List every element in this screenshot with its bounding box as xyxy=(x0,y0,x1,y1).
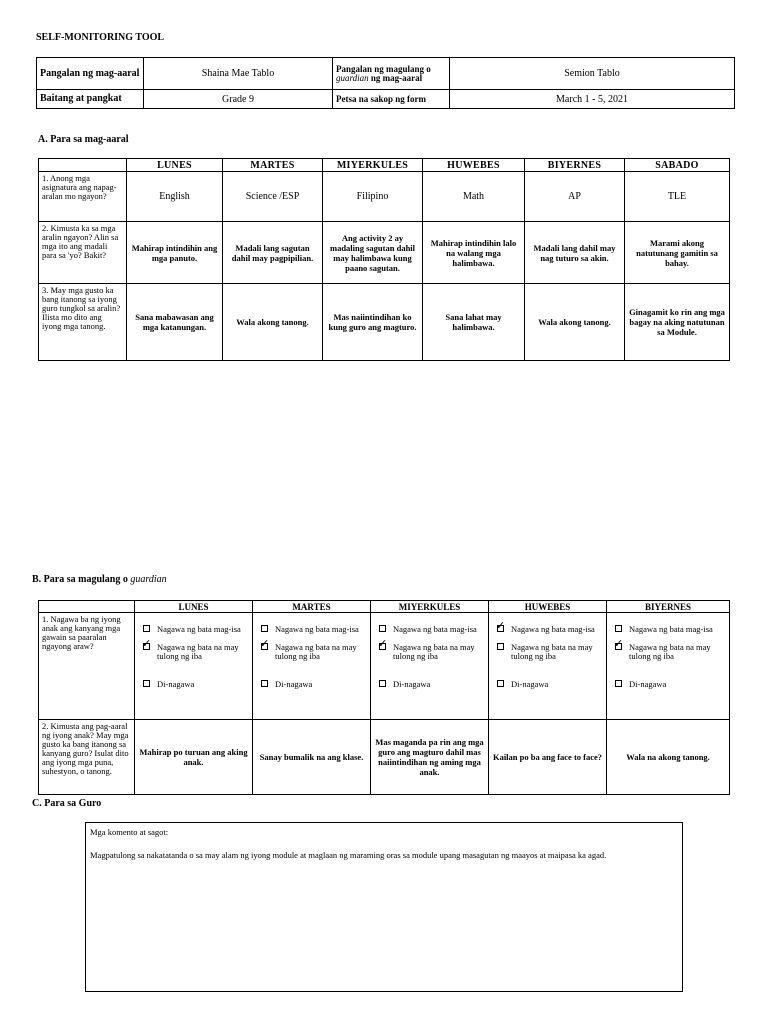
date-value: March 1 - 5, 2021 xyxy=(450,90,735,109)
answer-cell: Mas naiintindihan ko kung guro ang magturo. xyxy=(323,284,423,361)
checkbox-icon[interactable] xyxy=(143,625,157,634)
checkbox-icon[interactable] xyxy=(497,643,511,652)
checkbox-label: Nagawa ng bata mag-isa xyxy=(629,624,713,634)
checkbox-icon[interactable] xyxy=(260,638,275,652)
day-header: MIYERKULES xyxy=(371,601,489,613)
checkbox-label: Nagawa ng bata mag-isa xyxy=(393,624,477,634)
checkbox-option[interactable] xyxy=(496,620,604,634)
checkbox-icon[interactable] xyxy=(379,680,393,689)
checkbox-label: Nagawa ng bata mag-isa xyxy=(157,624,241,634)
document-title: SELF-MONITORING TOOL xyxy=(36,32,165,43)
checkbox-option[interactable] xyxy=(142,638,250,661)
checkbox-label: Di-nagawa xyxy=(511,679,549,689)
day-header: HUWEBES xyxy=(423,159,525,172)
check-mark-icon: ✓ xyxy=(496,620,506,632)
question-2: 2. Kimusta ka sa mga aralin ngayon? Alin sa mga ito ang madali para sa 'yo? Bakit? xyxy=(39,222,127,284)
checkbox-icon[interactable] xyxy=(261,680,275,689)
answer-cell: English xyxy=(127,172,223,222)
student-table xyxy=(38,158,730,361)
parent-answer-cell: Sanay bumalik na ang klase. xyxy=(253,720,371,795)
teacher-comment-box xyxy=(85,822,683,992)
checkbox-option[interactable] xyxy=(379,625,486,634)
checkbox-icon[interactable] xyxy=(261,625,275,634)
answer-cell: Ginagamit ko rin ang mga bagay na aking natutunan sa Module. xyxy=(625,284,730,361)
checkbox-icon[interactable] xyxy=(378,638,393,652)
parent-answer-cell: Mahirap po turuan ang aking anak. xyxy=(135,720,253,795)
check-mark-icon: ✓ xyxy=(614,638,624,650)
answer-cell: Sana lahat may halimbawa. xyxy=(423,284,525,361)
checkbox-label: Nagawa ng bata na may tulong ng iba xyxy=(393,642,475,661)
day-header: SABADO xyxy=(625,159,730,172)
parent-question-2: 2. Kimusta ang pag-aaral ng iyong anak? May mga gusto ka bang itanong sa kanyang guro? Isulat dito ang iyong mga puna, suhestyon, o tanong. xyxy=(39,720,135,795)
answer-cell: TLE xyxy=(625,172,730,222)
grade-value: Grade 9 xyxy=(144,90,333,109)
checkbox-option[interactable] xyxy=(497,680,604,689)
checkbox-option[interactable] xyxy=(615,625,727,634)
checkbox-option[interactable] xyxy=(615,680,727,689)
parent-answer-cell: Wala na akong tanong. xyxy=(607,720,730,795)
checkbox-group xyxy=(371,613,489,720)
answer-cell: AP xyxy=(525,172,625,222)
checkbox-option[interactable] xyxy=(379,680,486,689)
checkbox-label: Nagawa ng bata na may tulong ng iba xyxy=(629,642,711,661)
check-mark-icon: ✓ xyxy=(378,638,388,650)
parent-table xyxy=(38,600,730,795)
checkbox-label: Di-nagawa xyxy=(275,679,313,689)
answer-cell: Wala akong tanong. xyxy=(223,284,323,361)
parent-answer-cell: Mas maganda pa rin ang mga guro ang magturo dahil mas naiintindihan ng aming mga anak. xyxy=(371,720,489,795)
day-header: HUWEBES xyxy=(489,601,607,613)
section-c-heading: C. Para sa Guro xyxy=(32,798,102,809)
checkbox-icon[interactable] xyxy=(142,638,157,652)
comment-text: Magpatulong sa nakatatanda o sa may alam ng iyong module at maglaan ng maraming oras sa module upang masagutan ng maayos at maipasa ka agad. xyxy=(90,850,607,860)
checkbox-label: Nagawa ng bata na may tulong ng iba xyxy=(275,642,357,661)
day-header: MARTES xyxy=(223,159,323,172)
checkbox-option[interactable] xyxy=(143,625,250,634)
question-3: 3. May mga gusto ka bang itanong sa iyong guro tungkol sa aralin? Ilista mo dito ang iyong mga tanong. xyxy=(39,284,127,361)
day-header: MARTES xyxy=(253,601,371,613)
day-header: MIYERKULES xyxy=(323,159,423,172)
answer-cell: Wala akong tanong. xyxy=(525,284,625,361)
parent-question-1: 1. Nagawa ba ng iyong anak ang kanyang mga gawain sa paaralan ngayong araw? xyxy=(39,613,135,720)
answer-cell: Mahirap intindihin ang mga panuto. xyxy=(127,222,223,284)
checkbox-icon[interactable] xyxy=(379,625,393,634)
checkbox-option[interactable] xyxy=(143,680,250,689)
checkbox-group xyxy=(489,613,607,720)
section-a-heading: A. Para sa mag-aaral xyxy=(38,134,129,145)
check-mark-icon: ✓ xyxy=(142,638,152,650)
checkbox-option[interactable] xyxy=(261,625,368,634)
checkbox-label: Nagawa ng bata mag-isa xyxy=(511,624,595,634)
checkbox-label: Di-nagawa xyxy=(629,679,667,689)
day-header: LUNES xyxy=(127,159,223,172)
checkbox-option[interactable] xyxy=(378,638,486,661)
checkbox-option[interactable] xyxy=(497,643,604,661)
student-name-value: Shaina Mae Tablo xyxy=(144,58,333,90)
answer-cell: Madali lang sagutan dahil may pagpipilian. xyxy=(223,222,323,284)
answer-cell: Math xyxy=(423,172,525,222)
answer-cell: Marami akong natutunang gamitin sa bahay. xyxy=(625,222,730,284)
checkbox-label: Nagawa ng bata na may tulong ng iba xyxy=(157,642,239,661)
checkbox-label: Di-nagawa xyxy=(393,679,431,689)
day-header: BIYERNES xyxy=(525,159,625,172)
checkbox-group xyxy=(253,613,371,720)
parent-table-corner xyxy=(39,601,135,613)
guardian-name-value: Semion Tablo xyxy=(450,58,735,90)
section-b-heading: B. Para sa magulang o guardian xyxy=(32,574,167,585)
answer-cell: Madali lang dahil may nag tuturo sa akin. xyxy=(525,222,625,284)
answer-cell: Science /ESP xyxy=(223,172,323,222)
checkbox-group xyxy=(607,613,730,720)
checkbox-icon[interactable] xyxy=(497,680,511,689)
checkbox-icon[interactable] xyxy=(615,680,629,689)
checkbox-icon[interactable] xyxy=(143,680,157,689)
date-label: Petsa na sakop ng form xyxy=(333,90,450,109)
checkbox-label: Di-nagawa xyxy=(157,679,195,689)
checkbox-option[interactable] xyxy=(614,638,727,661)
checkbox-icon[interactable] xyxy=(614,638,629,652)
checkbox-option[interactable] xyxy=(260,638,368,661)
answer-cell: Ang activity 2 ay madaling sagutan dahil may halimbawa kung paano sagutan. xyxy=(323,222,423,284)
checkbox-label: Nagawa ng bata na may tulong ng iba xyxy=(511,642,593,661)
checkbox-icon[interactable] xyxy=(496,620,511,634)
checkbox-label: Nagawa ng bata mag-isa xyxy=(275,624,359,634)
checkbox-option[interactable] xyxy=(261,680,368,689)
checkbox-group xyxy=(135,613,253,720)
checkbox-icon[interactable] xyxy=(615,625,629,634)
student-name-label: Pangalan ng mag-aaral xyxy=(37,58,144,90)
comment-label: Mga komento at sagot: xyxy=(90,827,169,837)
answer-cell: Mahirap intindihin lalo na walang mga halimbawa. xyxy=(423,222,525,284)
answer-cell: Filipino xyxy=(323,172,423,222)
student-table-corner xyxy=(39,159,127,172)
guardian-name-label: Pangalan ng magulang o guardian ng mag-aaral xyxy=(333,58,450,90)
answer-cell: Sana mabawasan ang mga katanungan. xyxy=(127,284,223,361)
day-header: BIYERNES xyxy=(607,601,730,613)
check-mark-icon: ✓ xyxy=(260,638,270,650)
grade-label: Baitang at pangkat xyxy=(37,90,144,109)
parent-answer-cell: Kailan po ba ang face to face? xyxy=(489,720,607,795)
question-1: 1. Anong mga asignatura ang napag-aralan mo ngayon? xyxy=(39,172,127,222)
day-header: LUNES xyxy=(135,601,253,613)
student-info-table xyxy=(36,57,735,109)
